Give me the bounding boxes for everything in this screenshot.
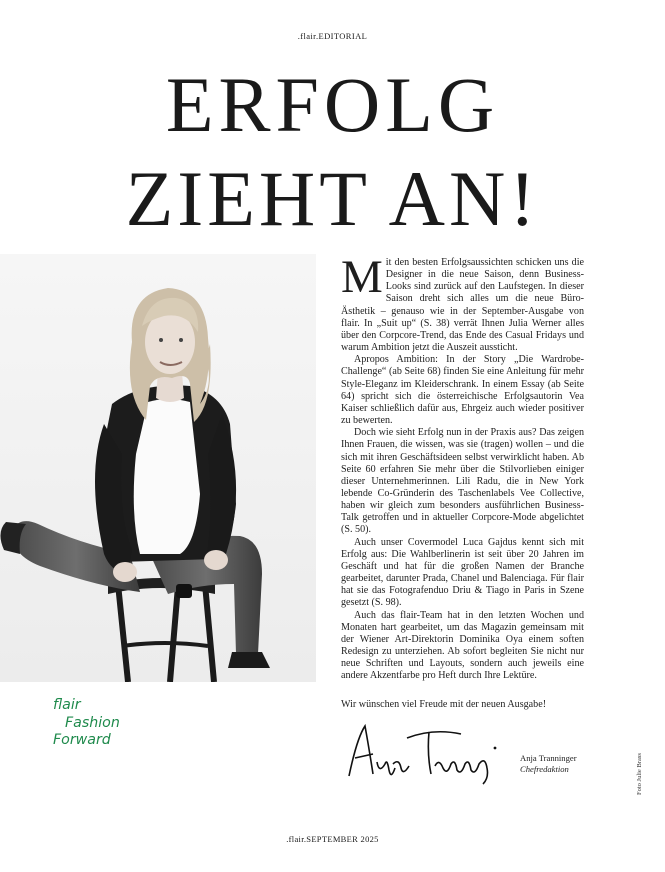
paragraph-4: Auch unser Covermodel Luca Gajdus kennt sich mit Erfolg aus: Die Wahlberlinerin ist seit über 20 Jahren im Geschäft und hat für die großen Namen der Branche gearbeitet, darunter Prada, Chanel und Balenciaga. Für flair hat sie das Fotografenduo Driu & Tiago in Paris in Szene gesetzt (S. 98). bbox=[341, 536, 584, 609]
page-footer: .flair.SEPTEMBER 2025 bbox=[286, 834, 379, 844]
closing-line: Wir wünschen viel Freude mit der neuen Ausgabe! bbox=[341, 699, 547, 710]
portrait-illustration bbox=[0, 254, 316, 682]
handwritten-signature bbox=[343, 718, 513, 788]
headline-line-2: ZIEHT AN! bbox=[125, 155, 540, 242]
editor-name-block bbox=[520, 753, 577, 774]
headline-line-1: ERFOLG bbox=[165, 61, 500, 148]
brand-tagline-line-2: Fashion bbox=[65, 714, 120, 731]
editor-role: Chefredaktion bbox=[520, 763, 569, 774]
paragraph-1-text: it den besten Erfolgsaussichten schicken uns die Designer in die neue Saison, denn Business-Looks sind zurück auf den Laufstegen. In dieser Saison dreht sich alles um die neue Büro-Ästhetik – genauso wie in der September-Ausgabe von flair. In „Suit up“ (S. 38) verrät Ihnen Julia Werner alles über den Corpcore-Trend, das Ende des Casual Fridays und warum Ambition jetzt die Auszeit aussticht. bbox=[341, 257, 584, 354]
brand-tagline bbox=[53, 697, 120, 750]
brand-tagline-line-3: Forward bbox=[53, 732, 111, 748]
paragraph-3: Doch wie sieht Erfolg nun in der Praxis aus? Das zeigen Ihnen Frauen, die wissen, was sie (tragen) wollen – und die sich mit ihren Geschäftsideen selbst verwirklicht haben. Ab Seite 60 erfahren Sie mehr über die Stilvorlieben einiger dieser Unternehmerinnen. Lili Radu, die in New York lebende Co-Gründerin des Taschenlabels Vee Collective, haben wir gleich zum besonders ausführlichen Business-Talk getroffen und in aktueller Corpcore-Mode abgelichtet (S. 50). bbox=[341, 427, 584, 536]
brand-tagline-line-1: flair bbox=[53, 697, 81, 713]
drop-cap: M bbox=[341, 251, 383, 303]
photo-credit: Foto Julie Brass bbox=[636, 753, 643, 795]
editor-portrait-photo bbox=[0, 254, 316, 682]
paragraph-2: Apropos Ambition: In der Story „Die Wardrobe-Challenge“ (ab Seite 68) finden Sie eine Anleitung für mehr Style-Eleganz im Kleiderschrank. In einem Essay (ab Seite 64) spricht sich die österreichische Erfolgsautorin Vea Kaiser schließlich dafür aus, Ehrgeiz auch wieder positiver zu bewerten. bbox=[341, 354, 584, 427]
editorial-body bbox=[341, 251, 584, 682]
paragraph-5: Auch das flair-Team hat in den letzten Wochen und Monaten hart gearbeitet, um das Magazin gemeinsam mit der Wiener Art-Direktorin Dominika Oya einem soften Redesign zu unterziehen. Ab sofort begleiten Sie nicht nur neue Schriften und Layouts, sondern auch jeweils eine andere Akzentfarbe pro Heft durch Ihre Lektüre. bbox=[341, 609, 584, 682]
section-label: .flair.EDITORIAL bbox=[297, 31, 368, 41]
paragraph-1 bbox=[341, 251, 584, 354]
editor-name: Anja Tranninger bbox=[520, 753, 577, 763]
